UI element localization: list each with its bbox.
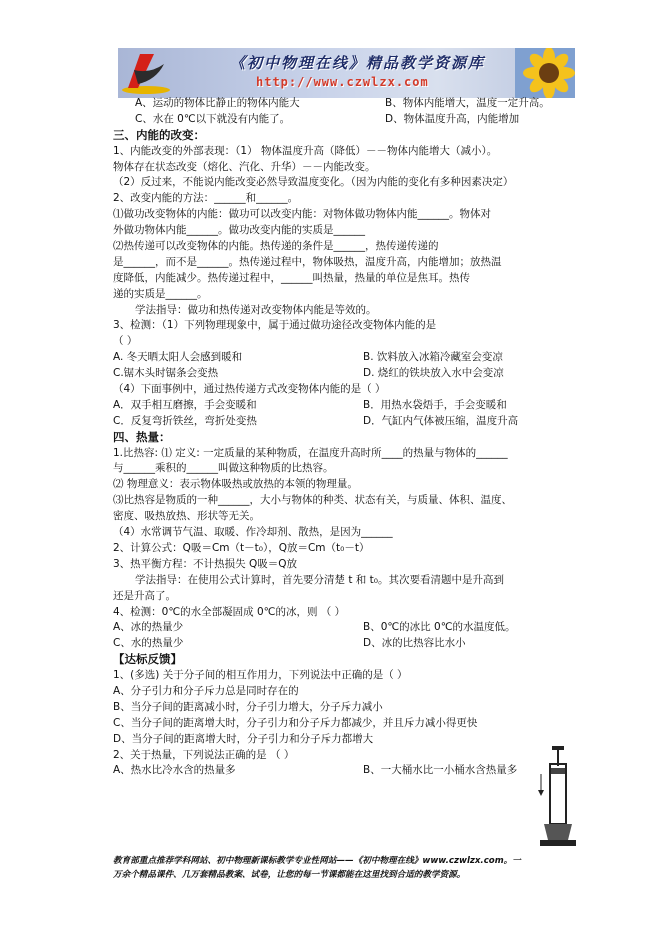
choice-row: A、冰的热量少 B、0℃的冰比 0℃的水温度低。 [113, 621, 516, 634]
text-line: 1.比热容: ⑴ 定义: 一定质量的某种物质，在温度升高时所____的热量与物体的______ [113, 446, 508, 459]
text-line: 物体存在状态改变（熔化、汽化、升华）－－内能改变。 [113, 160, 376, 173]
choice-row: C.锯木头时锯条会变热 D. 烧红的铁块放入水中会变凉 [113, 367, 504, 380]
text-line: ⑵ 物理意义：表示物体吸热或放热的本领的物理量。 [113, 478, 358, 491]
footer-line: 万余个精品课件、几万套精品教案、试卷，让您的每一节课都能在这里找到合适的教学资源。 [113, 870, 466, 880]
choice-row: C、水的热量少 D、冰的比热容比水小 [113, 637, 466, 650]
text-line: 还是升高了。 [113, 589, 176, 602]
choice-row: A、热水比冷水含的热量多 B、一大桶水比一小桶水含热量多 [113, 764, 518, 777]
text-line: 密度、吸热放热、形状等无关。 [113, 510, 260, 523]
text-line: 外做功物体内能______。做功改变内能的实质是______ [113, 224, 365, 237]
text-line: 递的实质是______。 [113, 287, 208, 300]
header-banner [118, 48, 575, 98]
choice-row: C、水在 0℃以下就没有内能了。 D、物体温度升高，内能增加 [135, 112, 520, 125]
question-text: （4）下面事例中，通过热传递方式改变物体内能的是（ ） [113, 383, 386, 396]
formula-line: 3、热平衡方程：不计热损失 Q吸＝Q放 [113, 557, 298, 570]
text-line: 度降低，内能减少。热传递过程中，______叫热量，热量的单位是焦耳。热传 [113, 271, 470, 284]
study-tip: 学法指导：在使用公式计算时，首先要分清楚 t 和 t₀。其次要看清题中是升高到 [135, 573, 504, 586]
text-line: 与______乘积的______叫做这种物质的比热容。 [113, 462, 334, 475]
compression-cylinder-apparatus-icon [532, 746, 576, 848]
banner-title: 《初中物理在线》精品教学资源库 [230, 54, 486, 72]
choice-line: D、当分子间的距离增大时，分子引力和分子斥力都增大 [113, 732, 374, 745]
choice-line: A、分子引力和分子斥力总是同时存在的 [113, 684, 299, 697]
banner-url[interactable]: http://www.czwlzx.com [256, 75, 429, 89]
choice-row: C．反复弯折铁丝，弯折处变热 D．气缸内气体被压缩，温度升高 [113, 414, 519, 427]
question-text: 1、(多选) 关于分子间的相互作用力，下列说法中正确的是（ ） [113, 669, 408, 682]
question-text: 3、检测：（1）下列物理现象中，属于通过做功途径改变物体内能的是 [113, 319, 437, 332]
page-footer [113, 854, 563, 882]
text-line: 2、改变内能的方法：______和______。 [113, 192, 299, 205]
footer-line: 教育部重点推荐学科网站、初中物理新课标教学专业性网站——《初中物理在线》www.czwlzx.com。一 [113, 856, 521, 866]
choice-line: B、当分子间的距离减小时，分子引力增大，分子斥力减小 [113, 700, 383, 713]
document-body [113, 96, 553, 779]
study-tip: 学法指导：做功和热传递对改变物体内能是等效的。 [135, 303, 377, 316]
text-line: ⑶比热容是物质的一种______，大小与物体的种类、状态有关，与质量、体积、温度、 [113, 494, 512, 507]
text-line: ⑴做功改变物体的内能：做功可以改变内能：对物体做功物体内能______。物体对 [113, 208, 491, 221]
text-line: （4）水常调节气温、取暖、作冷却剂、散热，是因为______ [113, 526, 393, 539]
section-heading: 四、热量： [113, 429, 171, 444]
formula-line: 2、计算公式：Q吸＝Cm（t－t₀），Q放＝Cm（t₀－t） [113, 541, 370, 554]
answer-bracket: （ ） [113, 335, 138, 348]
choice-row: A．双手相互磨擦，手会变暖和 B．用热水袋焐手，手会变暖和 [113, 398, 507, 411]
choice-line: C、当分子间的距离增大时，分子引力和分子斥力都减少，并且斥力减小得更快 [113, 716, 478, 729]
text-line: 是______，而不是______。热传递过程中，物体吸热，温度升高，内能增加；放热温 [113, 255, 502, 268]
text-line: 1、内能改变的外部表现：（1） 物体温度升高（降低）－－物体内能增大（减小）。 [113, 144, 498, 157]
section-heading: 三、内能的改变： [113, 127, 205, 142]
question-text: 2、关于热量，下列说法正确的是 （ ） [113, 748, 295, 761]
text-line: （2）反过来，不能说内能改变必然导致温度变化。（因为内能的变化有多种因素决定） [113, 176, 514, 189]
question-text: 4、检测：0℃的水全部凝固成 0℃的冰，则 （ ） [113, 605, 346, 618]
text-line: ⑵热传递可以改变物体的内能。热传递的条件是______，热传递传递的 [113, 240, 439, 253]
choice-row: A、运动的物体比静止的物体内能大 B、物体内能增大，温度一定升高。 [135, 97, 550, 109]
section-heading: 【达标反馈】 [113, 652, 182, 667]
choice-row: A. 冬天晒太阳人会感到暖和 B. 饮料放入冰箱冷藏室会变凉 [113, 351, 503, 364]
site-logo-icon [120, 50, 172, 96]
sunflower-icon [515, 48, 575, 98]
